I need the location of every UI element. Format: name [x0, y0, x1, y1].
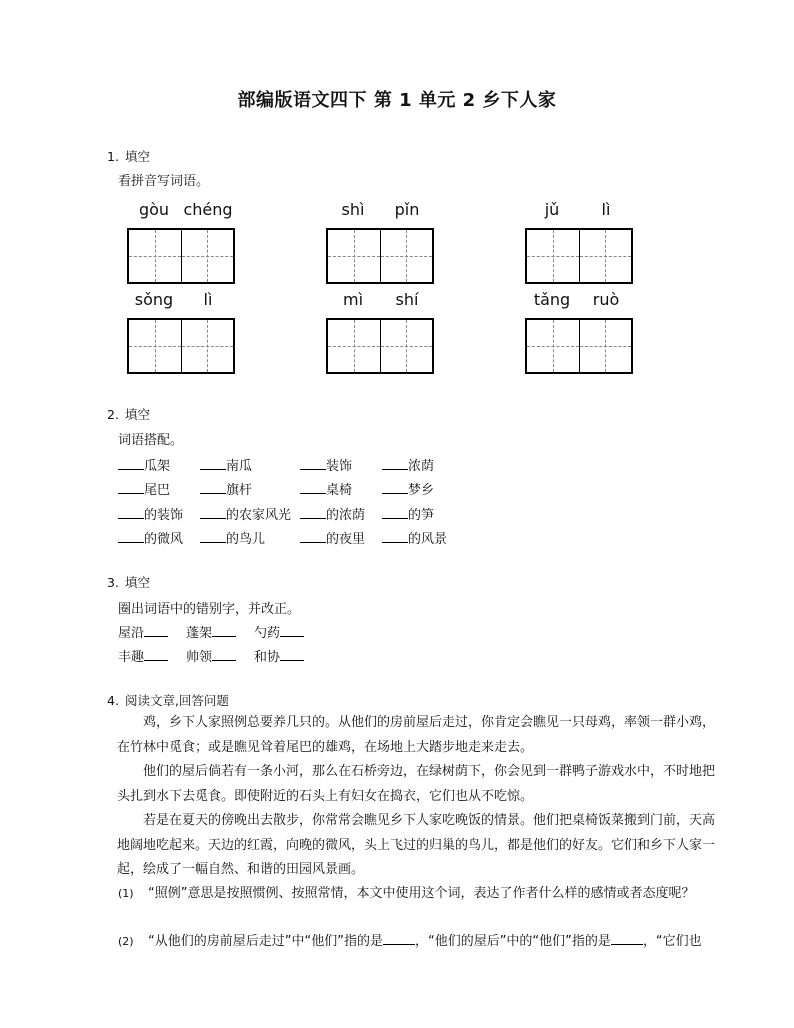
typo-word: 勺药	[254, 626, 281, 641]
answer-blank[interactable]	[118, 530, 144, 543]
typo-word: 屋沿	[118, 626, 145, 641]
writing-cell[interactable]	[181, 320, 234, 372]
pinyin-syllable: tǎng	[533, 290, 571, 309]
writing-cell[interactable]	[579, 320, 632, 372]
matching-word: 桌椅	[326, 483, 353, 499]
answer-blank[interactable]	[300, 506, 326, 519]
subquestion-text	[148, 930, 716, 954]
answer-blank[interactable]	[118, 506, 144, 519]
q1-label: 填空	[124, 149, 150, 164]
q2-label: 填空	[124, 407, 150, 422]
writing-grid[interactable]	[127, 318, 235, 374]
q3-instruction: 圈出词语中的错别字，并改正。	[118, 602, 301, 617]
answer-blank[interactable]	[200, 530, 226, 543]
writing-cell[interactable]	[579, 230, 632, 282]
answer-blank[interactable]	[611, 932, 643, 945]
writing-grid[interactable]	[525, 318, 633, 374]
pinyin-syllable: sǒng	[134, 290, 174, 309]
subquestion-2	[118, 930, 716, 954]
answer-blank[interactable]	[383, 932, 415, 945]
pinyin-syllable: ruò	[592, 290, 620, 309]
q3-label: 填空	[124, 575, 150, 590]
matching-word: 浓荫	[408, 458, 435, 474]
writing-grid[interactable]	[326, 318, 434, 374]
matching-word: 的浓荫	[326, 507, 366, 523]
matching-word: 的鸟儿	[226, 532, 266, 548]
pinyin-syllable: lì	[601, 200, 611, 219]
pinyin-syllable: jǔ	[544, 200, 560, 219]
answer-blank[interactable]	[200, 457, 226, 470]
answer-blank[interactable]	[382, 457, 408, 470]
answer-blank[interactable]	[118, 481, 144, 494]
subquestion-text: “照例”意思是按照惯例、按照常情，本文中使用这个词，表达了作者什么样的感情或者态度呢？	[148, 886, 695, 901]
answer-blank[interactable]	[382, 530, 408, 543]
matching-word: 尾巴	[144, 483, 171, 499]
typo-word: 蓬架	[186, 626, 213, 641]
reading-paragraph-2: 他们的屋后倘若有一条小河，那么在石桥旁边，在绿树荫下，你会见到一群鸭子游戏水中，不时地把头扎到水下去觅食。即使附近的石头上有妇女在捣衣，它们也从不吃惊。	[117, 764, 716, 804]
pinyin-group-1	[127, 200, 235, 284]
q4-label: 阅读文章,回答问题	[124, 693, 229, 708]
matching-row	[118, 452, 464, 477]
answer-blank[interactable]	[280, 648, 304, 661]
answer-blank[interactable]	[300, 530, 326, 543]
writing-grid[interactable]	[525, 228, 633, 284]
subquestion-text-part: ，“它们也	[642, 934, 702, 949]
typo-word: 和协	[254, 650, 281, 665]
subquestion-number: (2)	[118, 935, 134, 948]
typo-row-2	[118, 646, 322, 665]
matching-word: 的微风	[144, 532, 184, 548]
matching-word: 的笋	[408, 507, 435, 523]
page-title: 部编版语文四下 第 1 单元 2 乡下人家	[237, 90, 557, 111]
subquestion-text-part: “从他们的房前屋后走过”中“他们”指的是	[148, 934, 383, 949]
pinyin-syllable: chéng	[183, 200, 233, 219]
subquestion-1	[118, 882, 716, 906]
matching-word: 的农家风光	[226, 507, 292, 523]
writing-cell[interactable]	[527, 230, 579, 282]
q2-number: 2.	[107, 407, 119, 422]
subquestion-text-part: ，“他们的屋后”中的“他们”指的是	[414, 934, 611, 949]
q2-header	[107, 405, 150, 423]
answer-blank[interactable]	[118, 457, 144, 470]
pinyin-syllable: shí	[395, 290, 419, 309]
matching-word: 的风景	[408, 532, 448, 548]
matching-word: 装饰	[326, 458, 353, 474]
typo-word: 帅领	[186, 650, 213, 665]
pinyin-syllable: shì	[341, 200, 365, 219]
writing-cell[interactable]	[527, 320, 579, 372]
answer-blank[interactable]	[280, 624, 304, 637]
matching-row	[118, 501, 464, 526]
answer-blank[interactable]	[382, 481, 408, 494]
q4-header	[107, 691, 229, 709]
q4-number: 4.	[107, 693, 119, 708]
answer-blank[interactable]	[382, 506, 408, 519]
answer-blank[interactable]	[212, 624, 236, 637]
pinyin-syllable: pǐn	[394, 200, 420, 219]
matching-word: 的夜里	[326, 532, 366, 548]
writing-grid[interactable]	[127, 228, 235, 284]
reading-paragraph-1: 鸡，乡下人家照例总要养几只的。从他们的房前屋后走过，你肯定会瞧见一只母鸡，率领一群小鸡，在竹林中觅食；或是瞧见耸着尾巴的雄鸡，在场地上大踏步地走来走去。	[117, 715, 716, 755]
matching-word: 南瓜	[226, 458, 253, 474]
answer-blank[interactable]	[200, 481, 226, 494]
answer-blank[interactable]	[200, 506, 226, 519]
pinyin-syllable: gòu	[138, 200, 170, 219]
pinyin-group-4	[127, 290, 235, 374]
writing-grid[interactable]	[326, 228, 434, 284]
writing-cell[interactable]	[380, 320, 433, 372]
q3-header	[107, 573, 150, 591]
writing-cell[interactable]	[129, 320, 181, 372]
writing-cell[interactable]	[328, 230, 380, 282]
answer-blank[interactable]	[144, 624, 168, 637]
writing-cell[interactable]	[129, 230, 181, 282]
matching-row	[118, 477, 464, 502]
writing-cell[interactable]	[380, 230, 433, 282]
matching-word: 瓜架	[144, 458, 171, 474]
pinyin-syllable: lì	[203, 290, 213, 309]
word-matching-table	[118, 452, 464, 550]
q1-number: 1.	[107, 149, 119, 164]
q2-instruction: 词语搭配。	[118, 433, 184, 448]
pinyin-group-3	[525, 200, 633, 284]
writing-cell[interactable]	[181, 230, 234, 282]
matching-word: 梦乡	[408, 483, 435, 499]
answer-blank[interactable]	[300, 457, 326, 470]
typo-row-1	[118, 622, 322, 641]
writing-cell[interactable]	[328, 320, 380, 372]
subquestion-number: (1)	[118, 887, 134, 900]
answer-blank[interactable]	[144, 648, 168, 661]
q3-number: 3.	[107, 575, 119, 590]
pinyin-group-5	[326, 290, 434, 374]
matching-word: 的装饰	[144, 507, 184, 523]
reading-paragraph-3: 若是在夏天的傍晚出去散步，你常常会瞧见乡下人家吃晚饭的情景。他们把桌椅饭菜搬到门前，天高地阔地吃起来。天边的红霞，向晚的微风，头上飞过的归巢的鸟儿，都是他们的好友。它们和乡下人家一起，绘成了一幅自然、和谐的田园风景画。	[117, 813, 716, 877]
answer-blank[interactable]	[212, 648, 236, 661]
matching-row	[118, 526, 464, 551]
pinyin-syllable: mì	[342, 290, 364, 309]
matching-word: 旗杆	[226, 483, 253, 499]
typo-word: 丰趣	[118, 650, 145, 665]
pinyin-group-6	[525, 290, 633, 374]
q1-header	[107, 147, 150, 165]
q1-instruction: 看拼音写词语。	[118, 174, 210, 189]
answer-blank[interactable]	[300, 481, 326, 494]
pinyin-group-2	[326, 200, 434, 284]
